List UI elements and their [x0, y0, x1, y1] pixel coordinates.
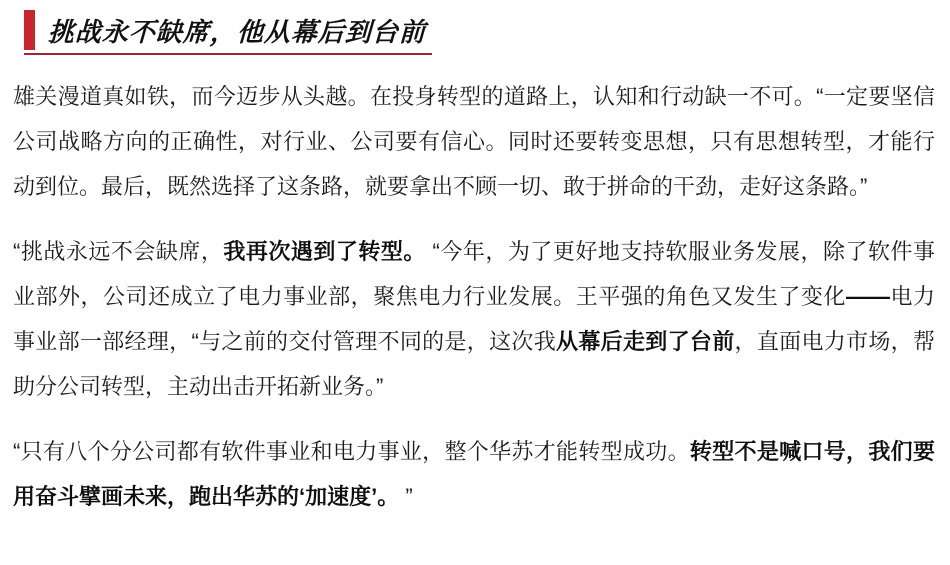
text-segment: 电力事业部一部经理，“与之前的交付管理不同的是，这次我 [13, 284, 935, 354]
emphasis-text: 我再次遇到了转型。 [223, 239, 426, 264]
emphasis-text: 转型不是喊口号，我们要用奋斗擘画未来，跑出华苏的‘加速度’。 [13, 439, 935, 509]
paragraph [13, 74, 935, 209]
article [0, 55, 950, 519]
text-segment: 雄关漫道真如铁，而今迈步从头越。在投身转型的道路上，认知和行动缺一不可。“一定要坚信公司战略方向的正确性，对行业、公司要有信心。同时还要转变思想，只有思想转型，才能行动到位。最后，既然选择了这条路，就要拿出不顾一切、敢于拼命的干劲，走好这条路。” [13, 84, 935, 199]
text-segment: ” [399, 484, 413, 509]
text-segment: “挑战永远不会缺席， [13, 239, 224, 264]
red-accent-bar [24, 10, 35, 50]
paragraph [13, 429, 935, 519]
emphasis-text: 从幕后走到了台前 [556, 329, 735, 354]
text-segment: “今年，为了更好地支持软服业务发展，除了软件事业部外，公司还成立了电力事业部，聚焦电力行业发展。王平强的角色又发生了变化 [13, 239, 935, 309]
paragraph [13, 229, 935, 409]
text-segment: “只有八个分公司都有软件事业和电力事业，整个华苏才能转型成功。 [13, 439, 690, 464]
text-segment: ，直面电力市场，帮助分公司转型，主动出击开拓新业务。” [13, 329, 935, 399]
section-title-block [24, 10, 432, 55]
section-title: 挑战永不缺席，他从幕后到台前 [47, 16, 427, 47]
emphasis-text: —— [845, 284, 890, 309]
